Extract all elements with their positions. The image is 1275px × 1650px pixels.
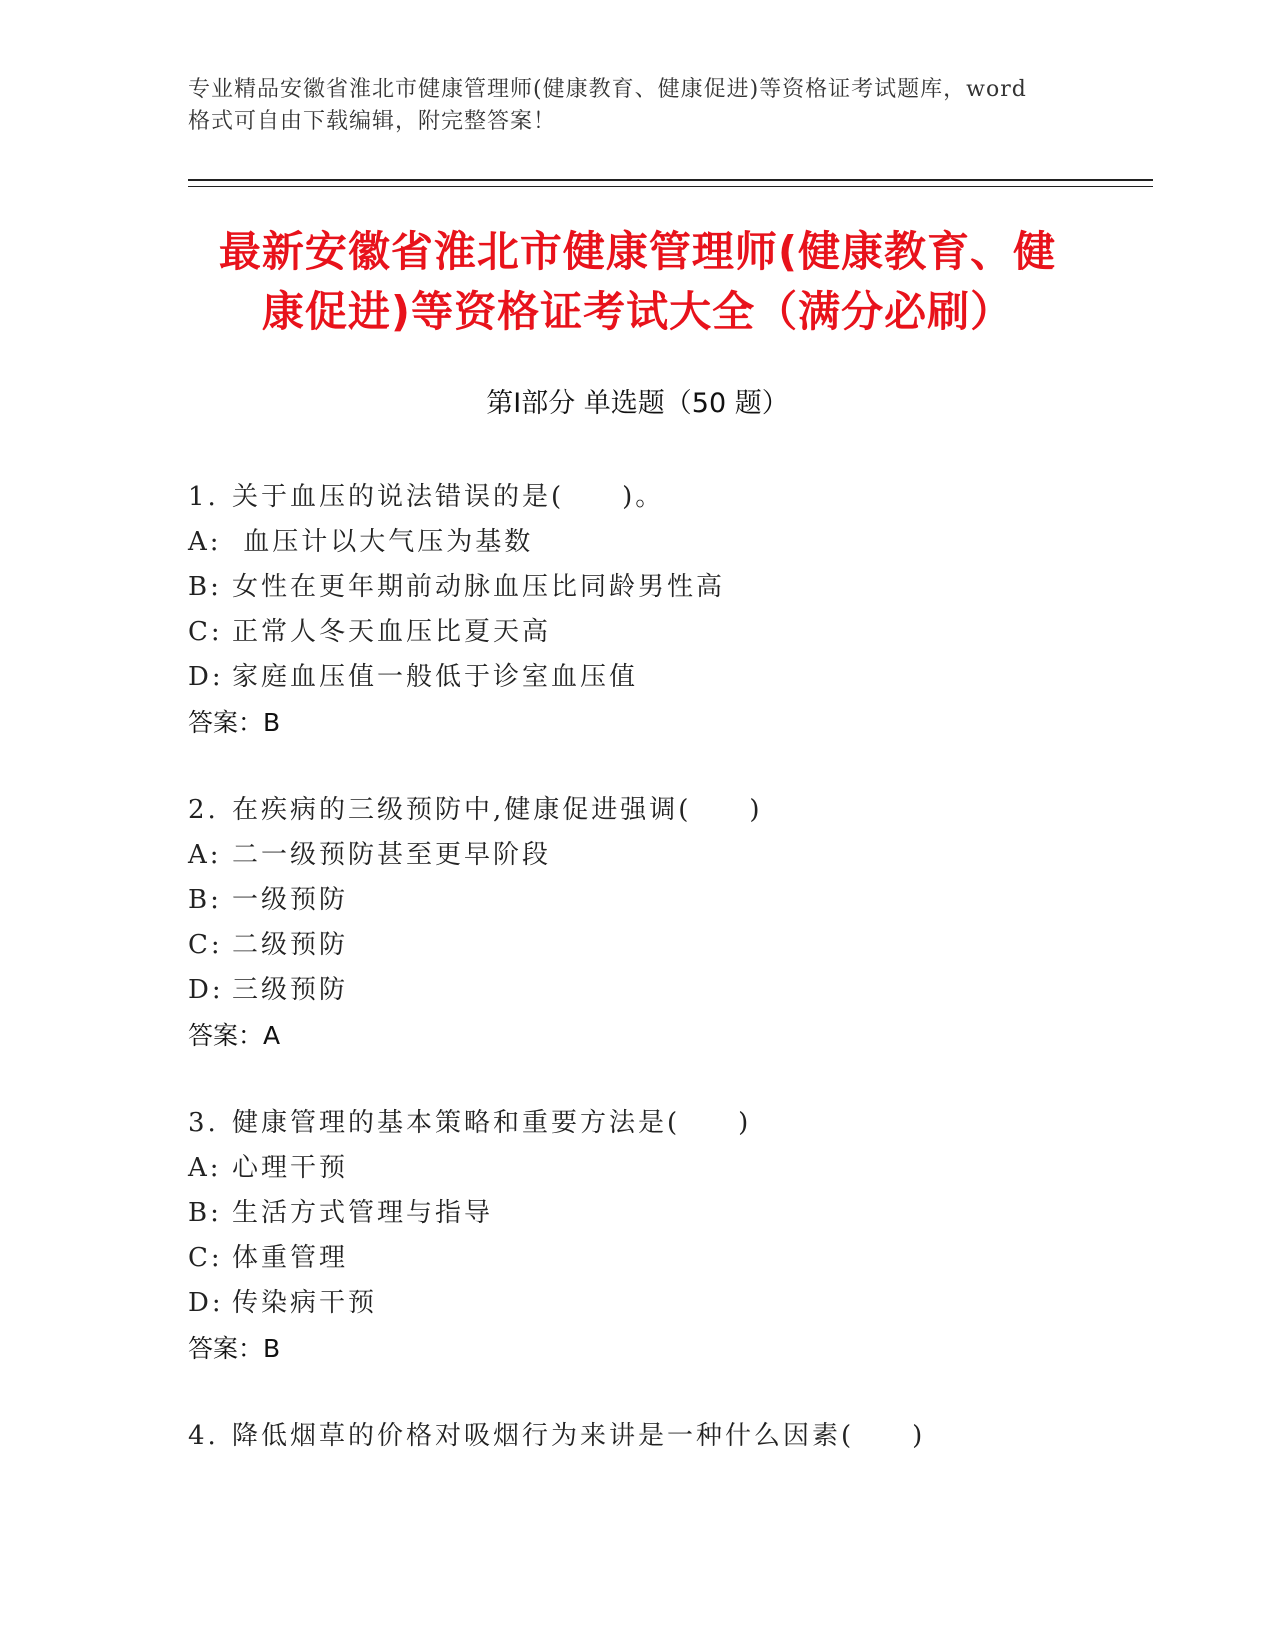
option-key: D: <box>188 975 224 1005</box>
option-key: B: <box>188 1198 222 1228</box>
option-row <box>188 878 1148 923</box>
option-key: B: <box>188 885 222 915</box>
answer-label: 答案：B <box>188 708 281 737</box>
question-text: 降低烟草的价格对吸烟行为来讲是一种什么因素( ) <box>232 1421 926 1451</box>
option-text: 生活方式管理与指导 <box>232 1198 494 1228</box>
option-key: C: <box>188 930 223 960</box>
question-stem <box>188 1101 1148 1146</box>
document-title <box>150 222 1125 342</box>
option-text: 心理干预 <box>232 1153 349 1183</box>
header-note-line-1: 专业精品安徽省淮北市健康管理师(健康教育、健康促进)等资格证考试题库，word <box>188 77 1027 102</box>
question-number: 2. <box>188 795 219 825</box>
option-text: 二一级预防甚至更早阶段 <box>232 840 552 870</box>
question-text: 关于血压的说法错误的是( )。 <box>232 482 665 512</box>
option-row <box>188 520 1148 565</box>
question-item <box>188 788 1148 1058</box>
option-text: 女性在更年期前动脉血压比同龄男性高 <box>232 572 726 602</box>
section-title: 第Ⅰ部分 单选题（50 题） <box>486 388 789 419</box>
option-row <box>188 655 1148 700</box>
option-key: C: <box>188 617 223 647</box>
option-text: 传染病干预 <box>232 1288 378 1318</box>
header-note-line-2: 格式可自由下载编辑，附完整答案！ <box>188 109 557 134</box>
question-text: 健康管理的基本策略和重要方法是( ) <box>232 1108 752 1138</box>
option-row <box>188 1236 1148 1281</box>
option-key: A: <box>188 1153 222 1183</box>
option-text: 正常人冬天血压比夏天高 <box>232 617 552 647</box>
option-row <box>188 1146 1148 1191</box>
question-stem <box>188 1414 1148 1459</box>
option-key: C: <box>188 1243 223 1273</box>
question-stem <box>188 788 1148 833</box>
option-text: 血压计以大气压为基数 <box>232 527 534 557</box>
question-number: 3. <box>188 1108 219 1138</box>
header-note <box>188 74 1088 138</box>
option-key: A: <box>188 527 222 557</box>
option-text: 体重管理 <box>232 1243 349 1273</box>
option-text: 家庭血压值一般低于诊室血压值 <box>232 662 639 692</box>
option-key: D: <box>188 662 224 692</box>
answer-label: 答案：A <box>188 1021 281 1050</box>
header-divider-thick <box>188 179 1153 181</box>
option-row <box>188 833 1148 878</box>
option-key: D: <box>188 1288 224 1318</box>
answer-label: 答案：B <box>188 1334 281 1363</box>
document-title-line-2: 康促进)等资格证考试大全（满分必刷） <box>261 287 1014 336</box>
option-key: A: <box>188 840 222 870</box>
question-number: 1. <box>188 482 219 512</box>
option-key: B: <box>188 572 222 602</box>
option-row <box>188 610 1148 655</box>
question-stem <box>188 475 1148 520</box>
question-number: 4. <box>188 1421 219 1451</box>
option-row <box>188 1191 1148 1236</box>
question-list <box>188 475 1148 1502</box>
question-item <box>188 1101 1148 1371</box>
option-row <box>188 565 1148 610</box>
document-title-line-1: 最新安徽省淮北市健康管理师(健康教育、健 <box>218 227 1057 276</box>
question-item <box>188 475 1148 745</box>
header-divider-thin <box>188 186 1153 187</box>
option-row <box>188 1281 1148 1326</box>
question-item <box>188 1414 1148 1459</box>
question-text: 在疾病的三级预防中,健康促进强调( ) <box>232 795 763 825</box>
option-row <box>188 968 1148 1013</box>
option-text: 三级预防 <box>232 975 349 1005</box>
option-text: 二级预防 <box>232 930 349 960</box>
option-text: 一级预防 <box>232 885 349 915</box>
option-row <box>188 923 1148 968</box>
